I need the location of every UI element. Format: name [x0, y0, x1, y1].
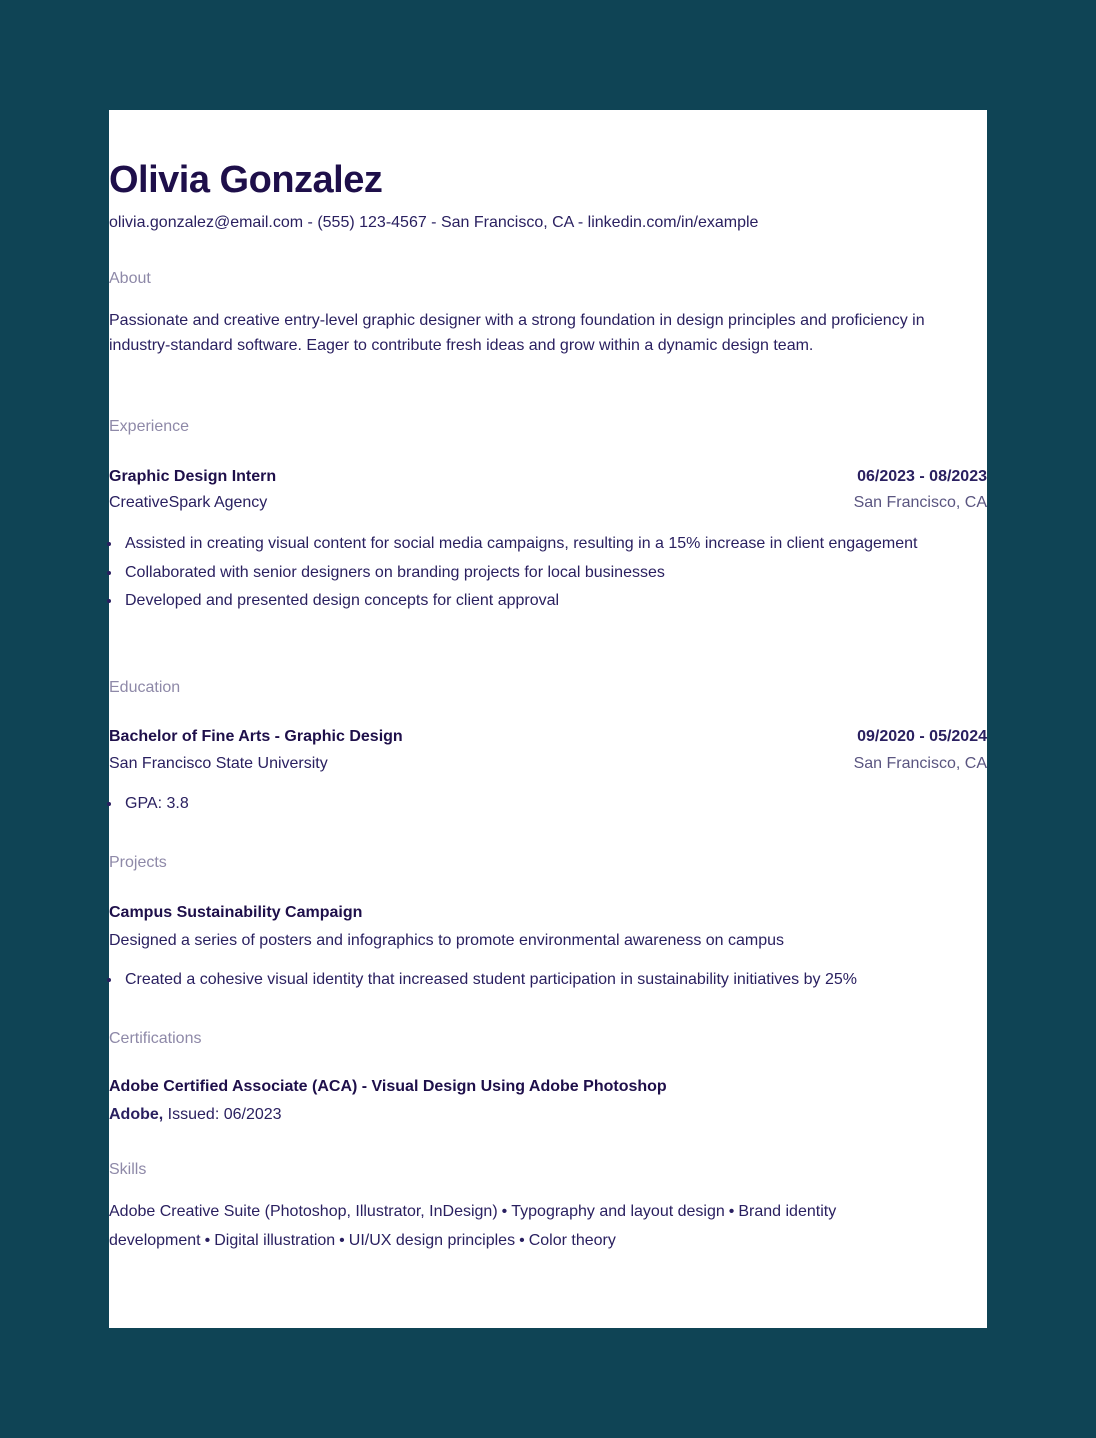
skill-item: Digital illustration	[214, 1231, 336, 1249]
certification-issuer: Adobe,	[109, 1106, 164, 1123]
skill-separator: •	[501, 1203, 508, 1220]
experience-role: Graphic Design Intern	[109, 468, 277, 485]
section-title-skills: Skills	[109, 1161, 147, 1178]
section-title-education: Education	[109, 679, 181, 696]
candidate-name: Olivia Gonzalez	[109, 159, 383, 201]
skill-separator: •	[204, 1231, 211, 1249]
about-text: Passionate and creative entry-level graphic designer with a strong foundation in design principles and proficiency in industry-standard software. Eager to contribute fresh ideas and grow within a dynamic design team.	[109, 312, 925, 354]
education-degree: Bachelor of Fine Arts - Graphic Design	[109, 728, 403, 745]
experience-bullets	[109, 530, 969, 616]
certification-meta-row	[109, 1104, 987, 1126]
skill-separator: •	[519, 1231, 525, 1249]
education-bullets	[109, 790, 969, 819]
education-location: San Francisco, CA	[853, 755, 987, 772]
list-item: GPA: 3.8	[109, 790, 969, 819]
experience-header-row	[109, 466, 987, 488]
education-school: San Francisco State University	[109, 755, 328, 772]
skill-item: Brand identity development	[109, 1203, 837, 1249]
education-dates: 09/2020 - 05/2024	[857, 728, 987, 745]
skill-item: Typography and layout design	[511, 1203, 725, 1220]
skills-list	[109, 1198, 969, 1255]
project-description: Designed a series of posters and infographics to promote environmental awareness on campus	[109, 932, 785, 949]
certification-meta	[109, 1104, 282, 1126]
certification-issued: Issued: 06/2023	[167, 1106, 282, 1123]
list-item: Developed and presented design concepts for client approval	[109, 587, 969, 616]
skill-separator: •	[339, 1231, 345, 1249]
skill-separator: •	[728, 1203, 735, 1220]
certification-header-row	[109, 1076, 987, 1098]
experience-location: San Francisco, CA	[853, 494, 987, 511]
education-subheader-row	[109, 753, 987, 775]
project-header-row	[109, 902, 987, 924]
skill-item: UI/UX design principles	[348, 1231, 516, 1249]
contact-line: olivia.gonzalez@email.com - (555) 123-4567 - San Francisco, CA - linkedin.com/in/example	[109, 214, 759, 231]
project-description-row	[109, 930, 987, 952]
education-header-row	[109, 726, 987, 748]
list-item: Created a cohesive visual identity that increased student participation in sustainability initiatives by 25%	[109, 966, 969, 995]
experience-company: CreativeSpark Agency	[109, 494, 268, 511]
list-item: Collaborated with senior designers on branding projects for local businesses	[109, 559, 969, 588]
experience-dates: 06/2023 - 08/2023	[857, 468, 987, 485]
list-item: Assisted in creating visual content for social media campaigns, resulting in a 15% increase in client engagement	[109, 530, 969, 559]
experience-subheader-row	[109, 492, 987, 514]
section-title-projects: Projects	[109, 854, 167, 871]
skill-item: Adobe Creative Suite (Photoshop, Illustrator, InDesign)	[109, 1203, 498, 1220]
certification-name: Adobe Certified Associate (ACA) - Visual Design Using Adobe Photoshop	[109, 1078, 667, 1095]
section-title-experience: Experience	[109, 418, 190, 435]
project-name: Campus Sustainability Campaign	[109, 904, 363, 921]
project-bullets	[109, 966, 969, 995]
resume-page	[109, 110, 987, 1328]
section-title-certifications: Certifications	[109, 1030, 202, 1047]
section-title-about: About	[109, 270, 151, 287]
skill-item: Color theory	[528, 1231, 616, 1249]
